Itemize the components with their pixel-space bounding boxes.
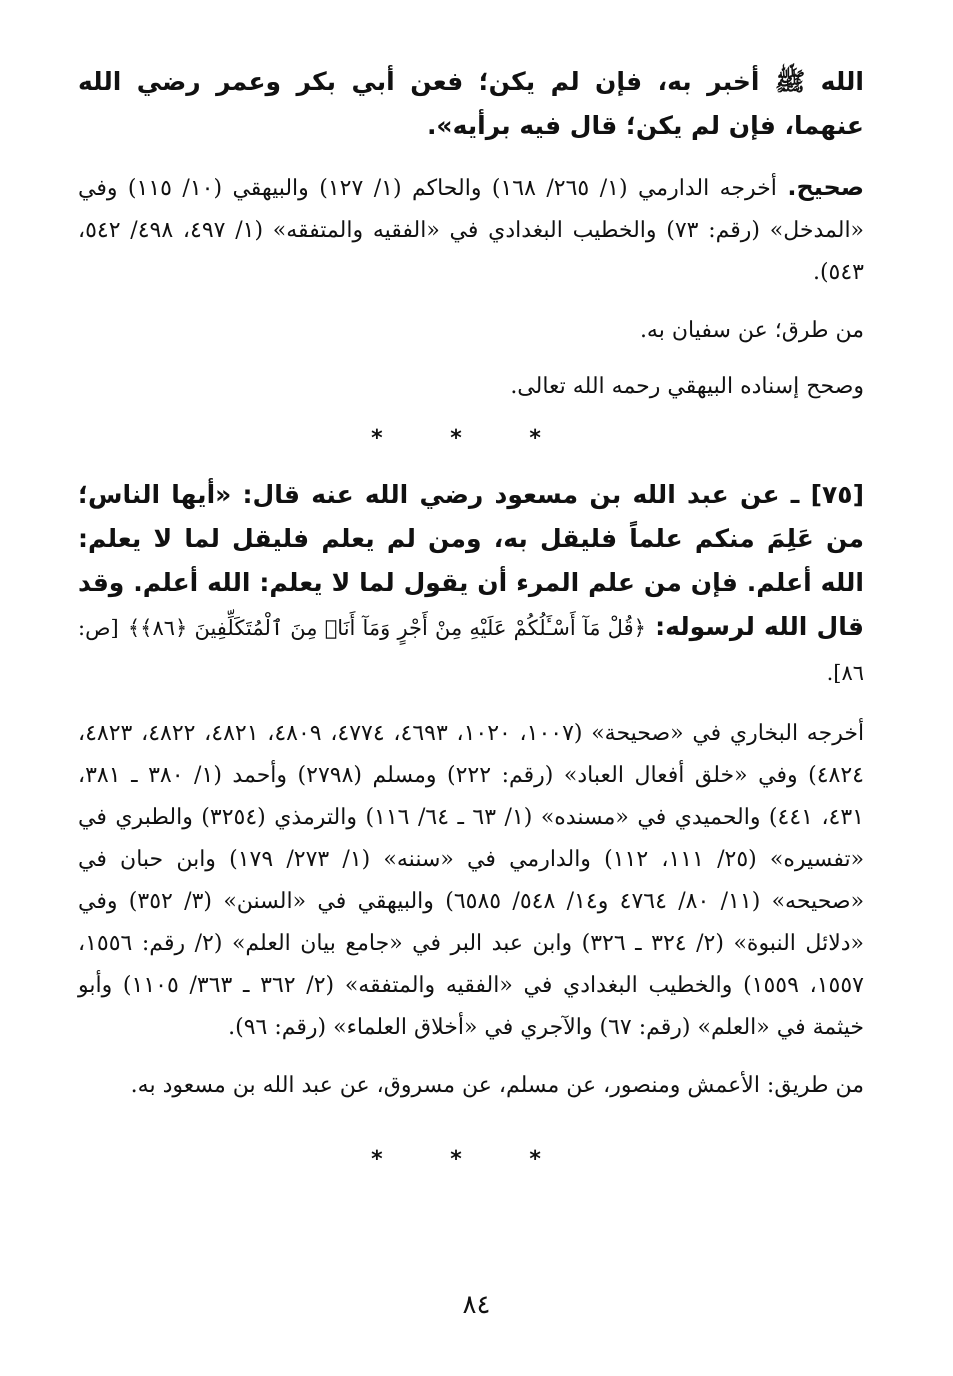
athar-text: ـ عن عبد الله بن مسعود رضي الله عنه قال: «أيها الناس؛ من عَلِمَ منكم علماً فليقل به، ومن لم يعلم فليقل لما لا يعلم: الله أعلم. فإن من علم المرء أن يقول لما لا يعلم: الله أعلم. وقد قال الله لرسوله: <box>78 480 864 641</box>
isnad-authentication: وصحح إسناده البيهقي رحمه الله تعالى. <box>510 374 864 399</box>
grade-label: صحيح. <box>787 173 865 201</box>
page-number: ٨٤ <box>462 1290 491 1320</box>
isnad-route: من طرق؛ عن سفيان به. <box>639 318 864 343</box>
section-separator-bottom: * * * <box>371 1147 571 1172</box>
page-body <box>78 60 864 1194</box>
verse-reference: [ص: ٨٦]. <box>78 616 864 685</box>
quran-verse: ﴿قُلْ مَآ أَسْـَٔلُكُمْ عَلَيْهِ مِنْ أَجْرٍ وَمَآ أَنَا۠ مِنَ ٱلْمُتَكَلِّفِينَ ﴿٨٦﴾﴾ <box>127 616 646 640</box>
athar-number: [٧٥] <box>810 480 864 509</box>
section-separator: * * * <box>371 426 571 451</box>
athar-continuation: الله ﷺ أخبر به، فإن لم يكن؛ فعن أبي بكر وعمر رضي الله عنهما، فإن لم يكن؛ قال فيه برأيه». <box>78 67 864 140</box>
takhrij-paragraph-75: أخرجه البخاري في «صحيحة» (١٠٠٧، ١٠٢٠، ٤٦٩٣، ٤٧٧٤، ٤٨٠٩، ٤٨٢١، ٤٨٢٢، ٤٨٢٣، ٤٨٢٤) وفي «خلق أفعال العباد» (رقم: ٢٢٢) ومسلم (٢٧٩٨) وأحمد (١/ ٣٨٠ ـ ٣٨١، ٤٣١، ٤٤١) والحميدي في «مسنده» (١/ ٦٣ ـ ٦٤/ ١١٦) والترمذي (٣٢٥٤) والطبري في «تفسيره» (٢٥/ ١١١، ١١٢) والدارمي في «سننه» (١/ ٢٧٣/ ١٧٩) وابن حبان في «صحيحه» (١١/ ٨٠/ ٤٧٦٤ و١٤/ ٥٤٨/ ٦٥٨٥) والبيهقي في «السنن» (٣/ ٣٥٢) وفي «دلائل النبوة» (٢/ ٣٢٤ ـ ٣٢٦) وابن عبد البر في «جامع بيان العلم» (٢/ رقم: ١٥٥٦، ١٥٥٧، ١٥٥٩) والخطيب البغدادي في «الفقيه والمتفقه» (٢/ ٣٦٢ ـ ٣٦٣/ ١١٠٥) وأبو خيثمة في «العلم» (رقم: ٦٧) والآجري في «أخلاق العلماء» (رقم: ٩٦). <box>78 721 865 1040</box>
takhrij-paragraph <box>78 166 864 294</box>
isnad-route-75: من طريق: الأعمش ومنصور، عن مسلم، عن مسروق، عن عبد الله بن مسعود به. <box>130 1073 864 1098</box>
takhrij-text: أخرجه الدارمي (١/ ٢٦٥/ ١٦٨) والحاكم (١/ ١٢٧) والبيهقي (١٠/ ١١٥) وفي «المدخل» (رقم: ٧٣) والخطيب البغدادي في «الفقيه والمتفقه» (١/ ٤٩٧، ٤٩٨/ ٥٤٢، ٥٤٣). <box>78 176 865 285</box>
athar-75 <box>78 473 864 695</box>
